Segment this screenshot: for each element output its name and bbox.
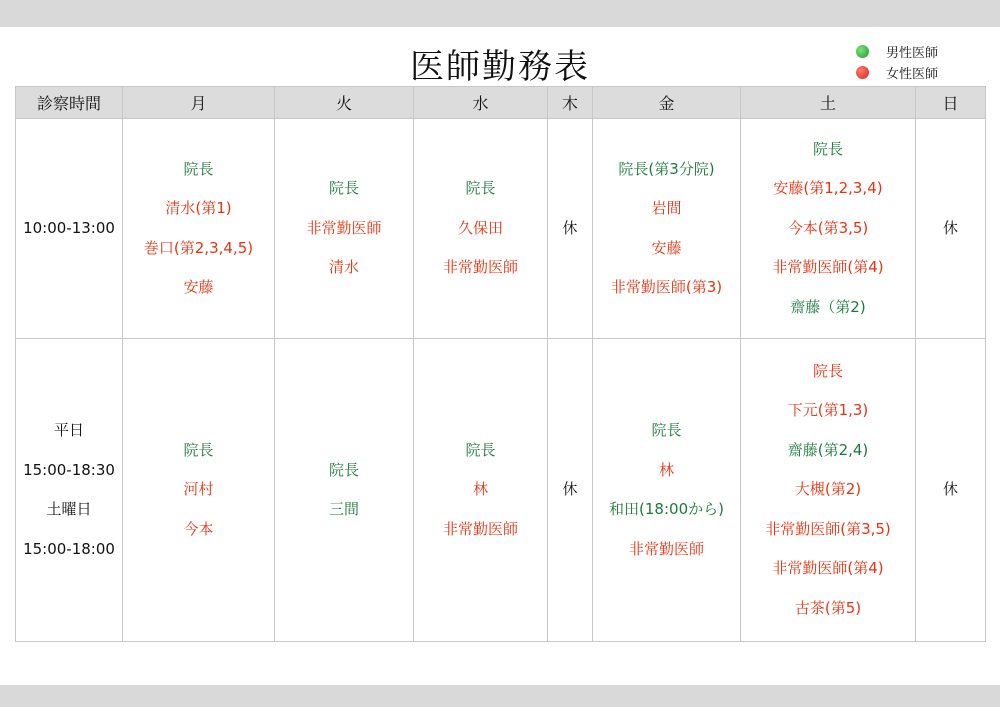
doctor-entry: 清水	[328, 258, 359, 277]
legend-item-male	[856, 41, 938, 62]
cell-friday	[593, 339, 741, 642]
doctor-entry: 非常勤医師(第3)	[610, 278, 723, 296]
doctor-entry: 今本(第3,5)	[787, 218, 869, 237]
header-time: 診察時間	[16, 87, 123, 119]
doctor-schedule-table	[15, 86, 986, 642]
doctor-entry: 院長	[465, 179, 496, 198]
header-thursday: 木	[548, 87, 593, 119]
cell-monday	[123, 339, 275, 642]
doctor-entry: 休	[942, 218, 958, 237]
time-label: 15:00-18:30	[23, 460, 115, 479]
page-title: 医師勤務表	[410, 47, 590, 87]
legend-item-female	[856, 62, 938, 83]
cell-thursday	[548, 119, 593, 339]
doctor-entry: 安藤(第1,2,3,4)	[773, 179, 883, 198]
doctor-entry: 清水(第1)	[165, 199, 232, 217]
doctor-entry: 院長(第3分院)	[618, 159, 715, 178]
doctor-entry: 安藤	[183, 278, 214, 296]
cell-tuesday	[275, 339, 414, 642]
time-label: 平日	[53, 421, 84, 439]
header-friday: 金	[593, 87, 741, 119]
cell-sunday	[916, 339, 986, 642]
doctor-entry: 休	[562, 218, 578, 237]
cell-saturday	[741, 339, 916, 642]
doctor-entry: 三間	[328, 500, 359, 518]
doctor-entry: 院長	[183, 440, 214, 459]
cell-wednesday	[414, 339, 548, 642]
doctor-entry: 非常勤医師	[628, 539, 704, 558]
doctor-entry: 非常勤医師	[442, 258, 518, 277]
cell-saturday	[741, 119, 916, 339]
time-label: 土曜日	[46, 500, 92, 518]
cell-friday	[593, 119, 741, 339]
green-circle-icon	[856, 45, 869, 58]
doctor-entry: 院長	[812, 139, 843, 158]
doctor-entry: 非常勤医師	[306, 218, 382, 237]
legend-label-male: 男性医師	[886, 46, 939, 61]
table-row	[16, 339, 986, 642]
doctor-entry: 院長	[328, 179, 359, 198]
cell-monday	[123, 119, 275, 339]
time-cell	[16, 119, 123, 339]
doctor-entry: 休	[942, 480, 958, 499]
doctor-entry: 大槻(第2)	[794, 480, 862, 499]
doctor-entry: 院長	[812, 361, 843, 380]
table-row	[16, 119, 986, 339]
doctor-entry: 齋藤(第2,4)	[787, 440, 869, 459]
time-cell	[16, 339, 123, 642]
doctor-entry: 齋藤（第2)	[790, 297, 866, 316]
cell-wednesday	[414, 119, 548, 339]
header-saturday: 土	[741, 87, 916, 119]
doctor-entry: 安藤	[651, 238, 682, 257]
doctor-entry: 非常勤医師	[442, 519, 518, 538]
time-label: 15:00-18:00	[23, 539, 115, 558]
header-monday: 月	[123, 87, 275, 119]
time-label: 10:00-13:00	[23, 218, 115, 237]
doctor-entry: 今本	[183, 519, 214, 538]
header-tuesday: 火	[275, 87, 414, 119]
doctor-entry: 院長	[465, 440, 496, 459]
doctor-entry: 下元(第1,3)	[787, 401, 869, 420]
doctor-entry: 古茶(第5)	[794, 598, 862, 617]
doctor-entry: 巻口(第2,3,4,5)	[143, 238, 254, 257]
header-row	[16, 87, 986, 119]
doctor-entry: 久保田	[457, 218, 503, 237]
doctor-entry: 林	[658, 460, 674, 479]
doctor-entry: 非常勤医師(第4)	[772, 559, 884, 578]
legend-label-female: 女性医師	[886, 67, 939, 82]
doctor-entry: 岩間	[651, 199, 682, 217]
red-circle-icon	[856, 66, 869, 79]
doctor-entry: 林	[472, 480, 488, 499]
doctor-entry: 院長	[651, 421, 682, 439]
doctor-entry: 河村	[183, 480, 214, 499]
doctor-entry: 休	[562, 480, 578, 499]
cell-sunday	[916, 119, 986, 339]
cell-tuesday	[275, 119, 414, 339]
doctor-entry: 院長	[328, 460, 359, 479]
legend	[856, 41, 938, 83]
header-wednesday: 水	[414, 87, 548, 119]
header-sunday: 日	[916, 87, 986, 119]
doctor-entry: 院長	[183, 159, 214, 178]
schedule-page	[0, 27, 1000, 685]
cell-thursday	[548, 339, 593, 642]
doctor-entry: 非常勤医師(第3,5)	[765, 519, 891, 538]
doctor-entry: 和田(18:00から)	[609, 500, 724, 518]
doctor-entry: 非常勤医師(第4)	[772, 258, 884, 277]
